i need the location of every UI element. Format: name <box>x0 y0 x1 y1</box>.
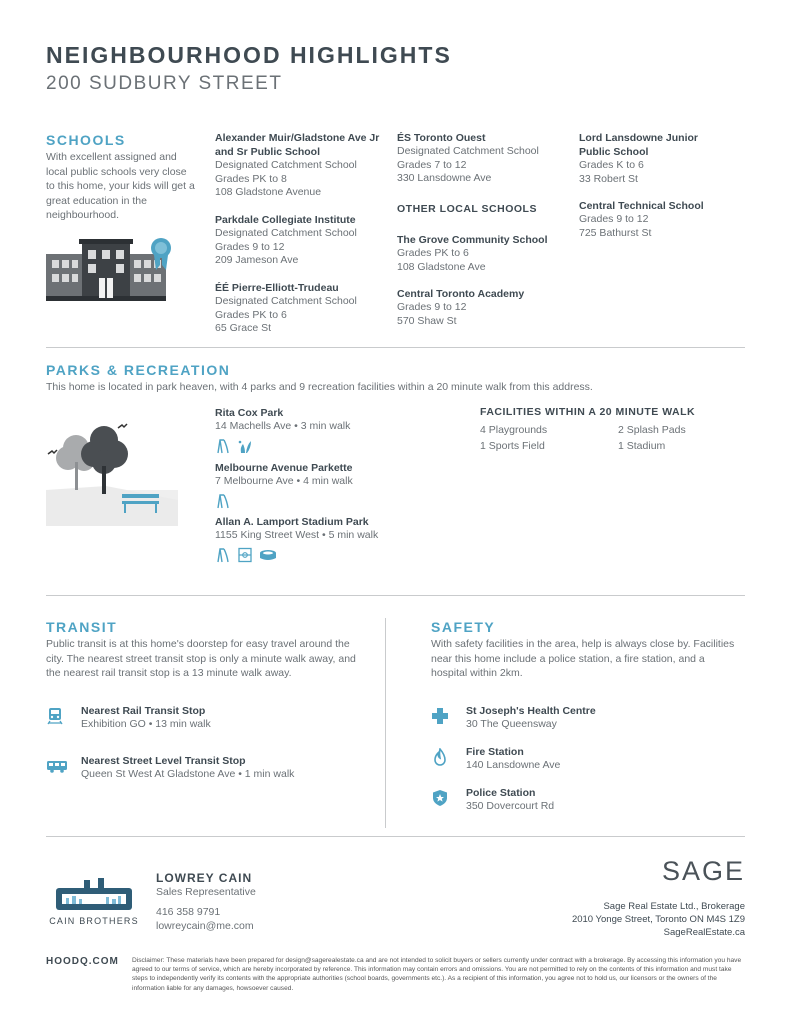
transit-detail: Queen St West At Gladstone Ave • 1 min walk <box>81 768 295 780</box>
police-badge-icon <box>431 789 449 807</box>
park-entry <box>215 461 455 509</box>
other-schools-heading: OTHER LOCAL SCHOOLS <box>397 203 537 215</box>
safety-name: St Joseph's Health Centre <box>466 705 596 717</box>
transit-name: Nearest Street Level Transit Stop <box>81 755 246 767</box>
brokerage-block <box>572 900 745 939</box>
train-icon <box>46 707 64 725</box>
school-type: Designated Catchment School <box>215 227 357 239</box>
school-entry <box>215 281 385 336</box>
safety-detail: 350 Dovercourt Rd <box>466 800 555 812</box>
school-address: 570 Shaw St <box>397 314 457 327</box>
park-name: Rita Cox Park <box>215 407 284 419</box>
agent-name: LOWREY CAIN <box>156 871 253 885</box>
playground-icon <box>215 547 231 563</box>
transit-entry <box>46 754 294 782</box>
school-name: Alexander Muir/Gladstone Ave Jr and Sr Public School <box>215 132 380 158</box>
school-entry <box>579 199 749 240</box>
agent-logo-text: CAIN BROTHERS <box>49 916 139 926</box>
school-entry <box>397 131 567 186</box>
safety-heading: SAFETY <box>431 619 496 635</box>
school-address: 33 Robert St <box>579 172 638 185</box>
transit-description: Public transit is at this home's doorstep for easy travel around the city. The nearest street transit stop is only a minute walk away, and the nearest rail transit stop is a 13 minute walk away. <box>46 638 356 679</box>
disclaimer: Disclaimer: These materials have been prepared for design@sagerealestate.ca and are not intended to solicit buyers or sellers currently under contract with a brokerage. By accessing this information you have agreed to our terms of service, which are hereby incorporated by reference. This information may contain errors and omissions. You are not permitted to rely on the contents of this information and must take steps to independently verify its contents with the appropriate authorities (school boards, governments etc.). As a recipient of this information, you agree not to hold us, our licensors or the owners of the information liable for any damages, howsoever caused. <box>132 957 742 992</box>
column-divider <box>385 618 386 828</box>
page-title: NEIGHBOURHOOD HIGHLIGHTS <box>46 42 452 68</box>
brokerage-address: 2010 Yonge Street, Toronto ON M4S 1Z9 <box>571 914 745 925</box>
school-address: 65 Grace St <box>215 322 272 334</box>
section-divider <box>46 595 745 596</box>
transit-detail: Exhibition GO • 13 min walk <box>81 718 211 730</box>
school-name: Central Technical School <box>579 200 704 212</box>
stadium-icon <box>259 547 277 563</box>
park-entry <box>215 406 455 454</box>
park-detail: 7 Melbourne Ave • 4 min walk <box>215 475 353 487</box>
school-type: Designated Catchment School <box>397 145 539 157</box>
section-divider <box>46 347 745 348</box>
safety-name: Fire Station <box>466 746 524 758</box>
schools-heading: SCHOOLS <box>46 132 126 148</box>
school-grades: Grades 9 to 12 <box>397 301 467 313</box>
agent-email[interactable]: lowreycain@me.com <box>156 920 254 932</box>
safety-name: Police Station <box>466 787 536 799</box>
school-grades: Grades PK to 6 <box>215 308 287 321</box>
facilities-panel <box>480 406 740 453</box>
sage-logo: SAGE <box>661 856 745 886</box>
cain-brothers-logo <box>52 878 136 912</box>
school-address: 108 Gladstone Avenue <box>215 186 322 198</box>
school-address: 209 Jameson Ave <box>215 254 299 266</box>
school-grades: Grades PK to 8 <box>215 172 287 185</box>
school-building-icon <box>46 236 176 302</box>
parks-heading: PARKS & RECREATION <box>46 362 231 378</box>
school-entry <box>215 131 385 200</box>
safety-entry <box>431 704 596 732</box>
school-entry <box>397 233 567 274</box>
safety-detail: 30 The Queensway <box>466 718 557 730</box>
brokerage-name: Sage Real Estate Ltd., Brokerage <box>603 901 745 912</box>
safety-entry <box>431 786 554 814</box>
facility-count: 1 Sports Field <box>480 439 545 452</box>
school-address: 330 Lansdowne Ave <box>397 172 492 184</box>
bus-icon <box>46 757 68 775</box>
school-name: ÉS Toronto Ouest <box>397 132 486 144</box>
transit-heading: TRANSIT <box>46 619 118 635</box>
school-name: The Grove Community School <box>397 234 548 246</box>
hoodq-brand[interactable]: HOODQ.COM <box>46 956 119 967</box>
brokerage-website[interactable]: SageRealEstate.ca <box>663 927 745 938</box>
safety-entry <box>431 745 560 773</box>
facility-count: 2 Splash Pads <box>618 424 686 436</box>
property-address: 200 SUDBURY STREET <box>46 73 283 94</box>
transit-entry <box>46 704 211 732</box>
school-entry <box>579 131 709 186</box>
school-grades: Grades 9 to 12 <box>579 213 649 225</box>
facility-count: 4 Playgrounds <box>480 424 548 436</box>
school-grades: Grades 7 to 12 <box>397 158 467 171</box>
agent-role: Sales Representative <box>156 886 256 898</box>
park-detail: 1155 King Street West • 5 min walk <box>215 529 379 541</box>
park-name: Melbourne Avenue Parkette <box>215 462 353 474</box>
school-name: Central Toronto Academy <box>397 288 525 300</box>
agent-phone[interactable]: 416 358 9791 <box>156 906 221 918</box>
park-name: Allan A. Lamport Stadium Park <box>215 516 369 528</box>
school-address: 108 Gladstone Ave <box>397 260 486 273</box>
school-type: Designated Catchment School <box>215 159 357 171</box>
schools-description: With excellent assigned and local public schools very close to this home, your kids will get a great education in the neighbourhood. <box>46 151 195 221</box>
facilities-heading: FACILITIES WITHIN A 20 MINUTE WALK <box>480 406 696 418</box>
safety-detail: 140 Lansdowne Ave <box>466 759 561 771</box>
school-entry <box>215 213 385 268</box>
school-type: Designated Catchment School <box>215 295 357 307</box>
safety-description: With safety facilities in the area, help is always close by. Facilities near this home include a police station, a fire station, and a hospital within 2km. <box>431 638 735 679</box>
park-illustration-icon <box>46 418 178 526</box>
park-entry <box>215 515 455 563</box>
parks-description: This home is located in park heaven, with 4 parks and 9 recreation facilities within a 20 minute walk from this address. <box>46 381 593 393</box>
school-grades: Grades PK to 6 <box>397 247 469 259</box>
school-grades: Grades 9 to 12 <box>215 240 285 253</box>
playground-icon <box>215 438 231 454</box>
playground-icon <box>215 493 231 509</box>
park-detail: 14 Machells Ave • 3 min walk <box>215 420 351 432</box>
school-address: 725 Bathurst St <box>579 226 652 239</box>
school-grades: Grades K to 6 <box>579 159 644 171</box>
splash-pad-icon <box>237 438 253 454</box>
transit-name: Nearest Rail Transit Stop <box>81 705 206 717</box>
school-entry <box>397 287 567 328</box>
hospital-cross-icon <box>431 707 449 725</box>
sports-field-icon <box>237 547 253 563</box>
school-name: ÉÉ Pierre-Elliott-Trudeau <box>215 282 339 294</box>
section-divider <box>46 836 745 837</box>
fire-icon <box>431 748 449 766</box>
school-name: Parkdale Collegiate Institute <box>215 214 356 226</box>
school-name: Lord Lansdowne Junior Public School <box>579 132 699 158</box>
facility-count: 1 Stadium <box>618 439 666 452</box>
